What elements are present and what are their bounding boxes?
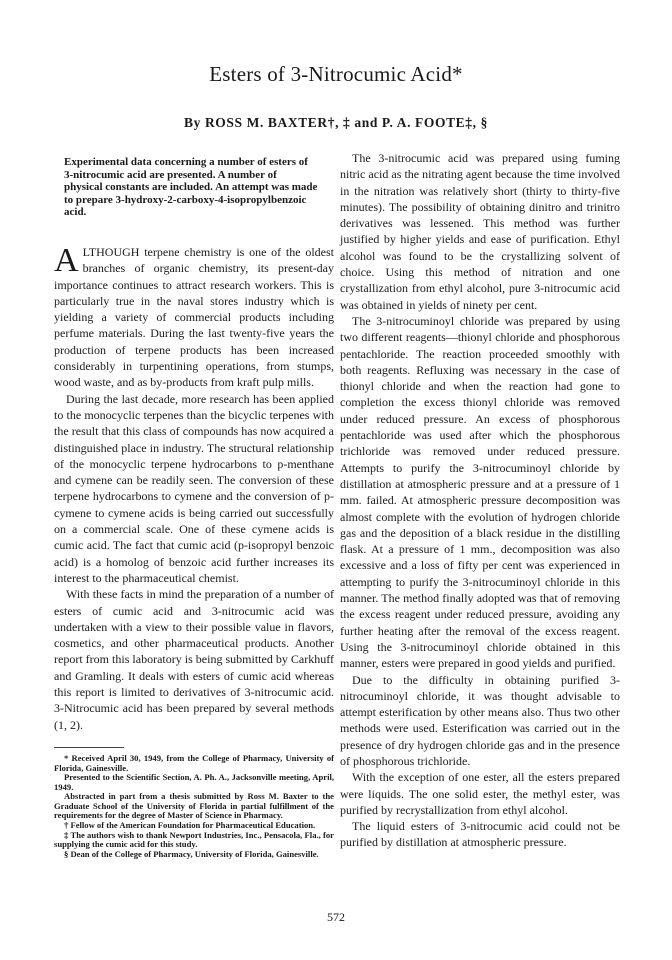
footnote: Abstracted in part from a thesis submitted by Ross M. Baxter to the Graduate School of the University of Florida in partial fulfillment of the requirements for the degree of Master of Science in Pharmacy.	[54, 791, 334, 821]
footnote: † Fellow of the American Foundation for Pharmaceutical Education.	[64, 820, 316, 831]
lead-in-smallcaps: LTHOUGH	[82, 245, 140, 259]
body-paragraph: Due to the difficulty in obtaining purified 3-nitrocuminoyl chloride, it was thought advisable to attempt esterification by other means also. Thus two other methods were used. Esterification was carried out in the presence of dry hydrogen chloride gas and in the presence of phosphorous trichloride.	[340, 672, 620, 768]
drop-cap: A	[54, 242, 79, 279]
body-paragraph: The 3-nitrocuminoyl chloride was prepared by using two different reagents—thionyl chloride and phosphorous pentachloride. The reaction proceeded smoothly with both reagents. Refluxing was necessary in the case of thionyl chloride and when the reaction had gone to completion the excess thionyl chloride was removed under reduced pressure. An excess of phosphorous pentachloride was used after which the phosphorous trichloride was removed under reduced pressure. Attempts to purify the 3-nitrocuminoyl chloride by distillation at atmospheric pressure and at a pressure of 1 mm. failed. At atmospheric pressure decomposition was almost complete with the evolution of hydrogen chloride gas and the deposition of a black residue in the distilling flask. At a pressure of 1 mm., decomposition was also excessive and a loss of fifty per cent was experienced in attempting to purify the 3-nitrocuminoyl chloride in this manner. The method finally adopted was that of removing the excess reagent under reduced pressure, avoiding any further heating after the removal of the excess reagent. Using the 3-nitrocuminoyl chloride obtained in this manner, esters were prepared in good yields and purified.	[340, 313, 620, 671]
footnote: * Received April 30, 1949, from the College of Pharmacy, University of Florida, Gainesville.	[54, 752, 334, 773]
body-paragraph: With the exception of one ester, all the esters prepared were liquids. The one solid ester, the methyl ester, was purified by recrystallization from ethyl alcohol.	[340, 770, 620, 817]
page-number: 572	[327, 910, 345, 924]
abstract: Experimental data concerning a number of esters of 3-nitrocumic acid are presented. A number of physical constants are included. An attempt was made to prepare 3-hydroxy-2-carboxy-4-isopropylbenzoic acid.	[64, 156, 318, 219]
intro-paragraph-text: terpene chemistry is one of the oldest branches of organic chemistry, its present-day importance continues to attract research workers. This is particularly true in the naval stores industry which is yielding a variety of commercial products including perfume materials. During the last twenty-five years the production of terpene products has been increased considerably in turpentining operations, from stumps, wood waste, and as by-products from kraft pulp mills.	[54, 245, 334, 390]
footnote: § Dean of the College of Pharmacy, University of Florida, Gainesville.	[64, 848, 319, 859]
footnote: ‡ The authors wish to thank Newport Industries, Inc., Pensacola, Fla., for supplying the cumic acid for this study.	[54, 829, 334, 850]
intro-paragraph	[54, 244, 334, 391]
footnotes	[54, 754, 334, 860]
footnote-divider	[54, 747, 124, 748]
right-column	[340, 150, 620, 851]
article-title: Esters of 3-Nitrocumic Acid*	[209, 62, 463, 86]
body-paragraph: With these facts in mind the preparation of a number of esters of cumic acid and 3-nitrocumic acid was undertaken with a view to their possible value in flavors, cosmetics, and other pharmaceutical products. Another report from this laboratory is being submitted by Carkhuff and Gramling. It deals with esters of cumic acid whereas this report is limited to derivatives of 3-nitrocumic acid. 3-Nitrocumic acid has been prepared by several methods (1, 2).	[54, 587, 334, 732]
body-paragraph: The 3-nitrocumic acid was prepared using fuming nitric acid as the nitrating agent because the time involved in the nitration was relatively short (thirty to thirty-five minutes). The possibility of obtaining dinitro and trinitro derivatives was lessened. This method was further justified by higher yields and ease of purification. Ethyl alcohol was found to be the crystallizing solvent of choice. Using this method of nitration and one crystallization from ethyl alcohol, pure 3-nitrocumic acid was obtained in yields of ninety per cent.	[340, 151, 620, 312]
author-byline: By ROSS M. BAXTER†, ‡ and P. A. FOOTE‡, §	[184, 115, 488, 130]
left-column	[54, 150, 334, 859]
footnote: Presented to the Scientific Section, A. Ph. A., Jacksonville meeting, April, 1949.	[54, 772, 334, 792]
body-paragraph: During the last decade, more research has been applied to the monocyclic terpenes than the bicyclic terpenes with the result that this class of compounds has now acquired a distinguished place in industry. The structural relationship of the monocyclic terpene hydrocarbons to p-menthane and cymene can be readily seen. The conversion of these terpene hydrocarbons to cymene and the conversion of p-cymene to cymene acids is being carried out successfully on a commercial scale. One of these cymene acids is cumic acid. The fact that cumic acid (p-isopropyl benzoic acid) is a homolog of benzoic acid further increases its interest to the pharmaceutical chemist.	[54, 391, 334, 585]
body-paragraph: The liquid esters of 3-nitrocumic acid could not be purified by distillation at atmospheric pressure.	[340, 819, 620, 850]
